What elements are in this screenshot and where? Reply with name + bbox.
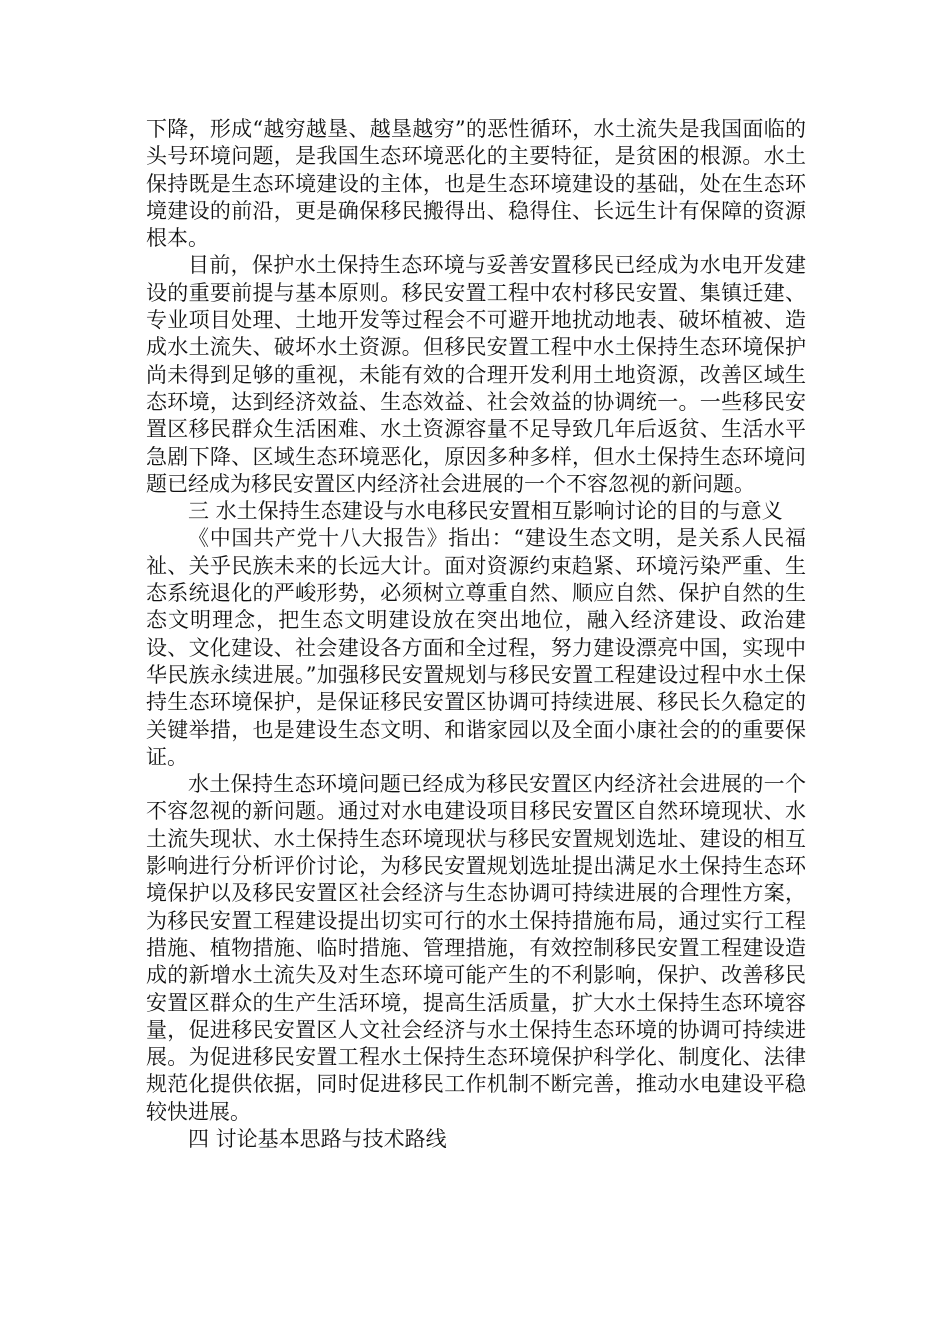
body-paragraph-purpose: 水土保持生态环境问题已经成为移民安置区内经济社会进展的一个不容忽视的新问题。通过对水电建设项目移民安置区自然环境现状、水土流失现状、水土保持生态环境现状与移民安置规划选址、建设的相互影响进行分析评价讨论，为移民安置规划选址提出满足水土保持生态环境保护以及移民安置区社会经济与生态协调可持续进展的合理性方案，为移民安置工程建设提出切实可行的水土保持措施布局，通过实行工程措施、植物措施、临时措施、管理措施，有效控制移民安置工程建设造成的新增水土流失及对生态环境可能产生的不利影响，保护、改善移民安置区群众的生产生活环境，提高生活质量，扩大水土保持生态环境容量，促进移民安置区人文社会经济与水土保持生态环境的协调可持续进展。为促进移民安置工程水土保持生态环境保护科学化、制度化、法律规范化提供依据，同时促进移民工作机制不断完善，推动水电建设平稳较快进展。: [146, 772, 806, 1124]
body-paragraph-report-quote: 《中国共产党十八大报告》指出：“建设生态文明，是关系人民福祉、关乎民族未来的长远大计。面对资源约束趋紧、环境污染严重、生态系统退化的严峻形势，必须树立尊重自然、顺应自然、保护自然的生态文明理念，把生态文明建设放在突出地位，融入经济建设、政治建设、文化建设、社会建设各方面和全过程，努力建设漂亮中国，实现中华民族永续进展。”加强移民安置规划与移民安置工程建设过程中水土保持生态环境保护，是保证移民安置区协调可持续进展、移民长久稳定的关键举措，也是建设生态文明、和谐家园以及全面小康社会的的重要保证。: [146, 526, 806, 769]
section-heading-4: 四 讨论基本思路与技术路线: [188, 1126, 447, 1151]
body-paragraph-continuation: 下降，形成“越穷越垦、越垦越穷”的恶性循环，水土流失是我国面临的头号环境问题，是我国生态环境恶化的主要特征，是贫困的根源。水土保持既是生态环境建设的主体，也是生态环境建设的基础，处在生态环境建设的前沿，更是确保移民搬得出、稳得住、长远生计有保障的资源根本。: [146, 117, 806, 251]
section-heading-3: 三 水土保持生态建设与水电移民安置相互影响讨论的目的与意义: [188, 499, 783, 524]
document-body: [146, 116, 806, 1153]
body-paragraph-current-status: 目前，保护水土保持生态环境与妥善安置移民已经成为水电开发建设的重要前提与基本原则。移民安置工程中农村移民安置、集镇迁建、专业项目处理、土地开发等过程会不可避开地扰动地表、破坏植被、造成水土流失、破坏水土资源。但移民安置工程中水土保持生态环境保护尚未得到足够的重视，未能有效的合理开发利用土地资源，改善区域生态环境，达到经济效益、生态效益、社会效益的协调统一。一些移民安置区移民群众生活困难、水土资源容量不足导致几年后返贫、生活水平急剧下降、区域生态环境恶化，原因多种多样，但水土保持生态环境问题已经成为移民安置区内经济社会进展的一个不容忽视的新问题。: [146, 253, 806, 496]
